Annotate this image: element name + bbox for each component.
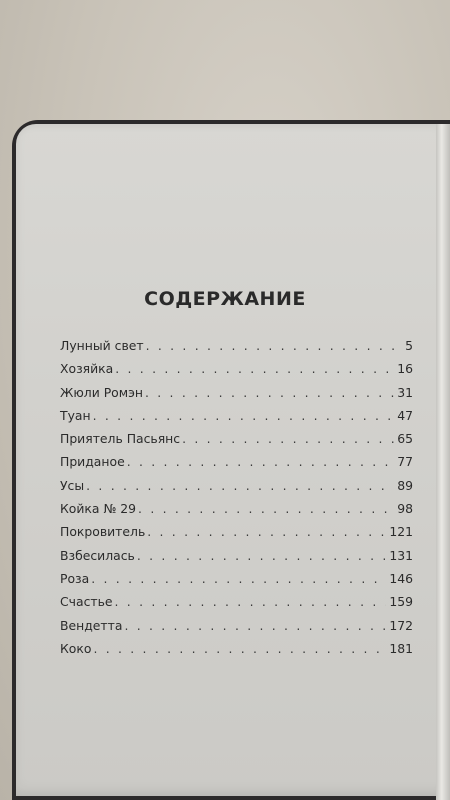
- toc-entry: [60, 618, 413, 641]
- toc-entry: [60, 454, 413, 477]
- toc-entry-title: Вендетта: [60, 617, 123, 633]
- toc-entry: [60, 361, 413, 384]
- toc-page-number: 5: [405, 338, 413, 353]
- toc-page-number: 65: [397, 431, 413, 447]
- toc-leader-dots: [127, 454, 395, 469]
- toc-entry-title: Взбесилась: [60, 547, 135, 563]
- toc-entry: [60, 524, 413, 547]
- toc-entry-title: Покровитель: [60, 524, 146, 540]
- toc-page-number: 146: [389, 570, 413, 586]
- toc-leader-dots: [182, 431, 394, 446]
- toc-leader-dots: [91, 571, 386, 586]
- toc-entry-title: Туан: [60, 407, 91, 423]
- toc-page-number: 159: [389, 594, 413, 610]
- toc-entry: [60, 501, 413, 524]
- toc-entry-title: Приданое: [60, 454, 125, 470]
- toc-page-number: 31: [397, 384, 413, 400]
- toc-entry-title: Хозяйка: [60, 361, 114, 377]
- toc-leader-dots: [115, 361, 394, 376]
- toc-list: [60, 338, 413, 664]
- toc-entry-title: Лунный свет: [60, 338, 144, 353]
- toc-entry-title: Счастье: [60, 594, 113, 610]
- toc-page-number: 16: [397, 361, 413, 377]
- toc-page-number: 89: [397, 477, 413, 493]
- toc-entry: [60, 408, 413, 431]
- toc-entry-title: Жюли Ромэн: [60, 384, 143, 400]
- toc-entry: [60, 478, 413, 501]
- toc-entry: [60, 594, 413, 617]
- toc-title: СОДЕРЖАНИЕ: [144, 288, 306, 310]
- toc-page-number: 98: [397, 501, 413, 517]
- toc-entry: [60, 385, 413, 408]
- toc-entry-title: Койка № 29: [60, 501, 137, 517]
- toc-leader-dots: [93, 641, 386, 656]
- page-edge: [436, 124, 450, 800]
- toc-entry-title: Коко: [60, 640, 92, 656]
- toc-entry: [60, 548, 413, 571]
- toc-entry: [60, 338, 413, 361]
- toc-leader-dots: [137, 548, 386, 563]
- toc-leader-dots: [146, 338, 403, 353]
- toc-page-number: 47: [397, 407, 413, 423]
- toc-entry: [60, 641, 413, 664]
- toc-page-number: 181: [389, 640, 413, 656]
- toc-leader-dots: [145, 385, 394, 400]
- toc-entry: [60, 431, 413, 454]
- toc-leader-dots: [147, 524, 386, 539]
- toc-page-number: 77: [397, 454, 413, 470]
- toc-entry-title: Роза: [60, 570, 90, 586]
- toc-page-number: 121: [389, 524, 413, 540]
- toc-page-number: 172: [389, 617, 413, 633]
- toc-leader-dots: [86, 478, 394, 493]
- toc-entry-title: Приятель Пасьянс: [60, 431, 181, 447]
- toc-leader-dots: [138, 501, 394, 516]
- toc-entry-title: Усы: [60, 477, 85, 493]
- toc-page-number: 131: [389, 547, 413, 563]
- toc-entry: [60, 571, 413, 594]
- toc-leader-dots: [115, 594, 387, 609]
- toc-leader-dots: [93, 408, 395, 423]
- toc-leader-dots: [124, 618, 386, 633]
